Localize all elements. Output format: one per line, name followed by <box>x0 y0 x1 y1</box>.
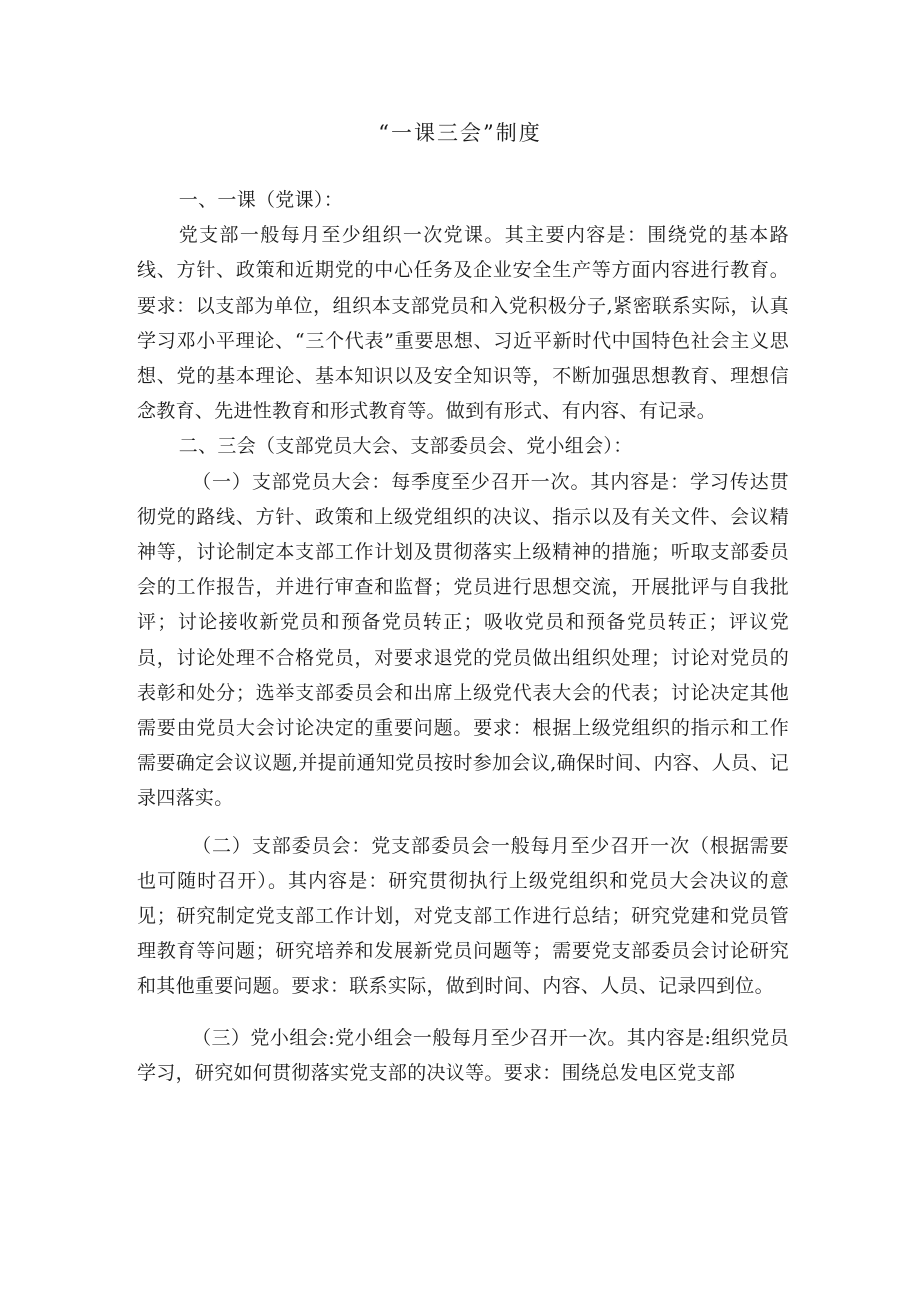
section-2-item-1: （一）支部党员大会：每季度至少召开一次。其内容是：学习传达贯彻党的路线、方针、政策和上级党组织的决议、指示以及有关文件、会议精神等，讨论制定本支部工作计划及贯彻落实上级精神的措施；听取支部委员会的工作报告，并进行审查和监督；党员进行思想交流，开展批评与自我批评；讨论接收新党员和预备党员转正；吸收党员和预备党员转正；评议党员，讨论处理不合格党员，对要求退党的党员做出组织处理；讨论对党员的表彰和处分；选举支部委员会和出席上级党代表大会的代表；讨论决定其他需要由党员大会讨论决定的重要问题。要求：根据上级党组织的指示和工作需要确定会议议题,并提前通知党员按时参加会议,确保时间、内容、人员、记录四落实。 <box>137 470 789 810</box>
section-1-heading: 一、一课（党课）： <box>178 189 343 211</box>
document-body <box>137 183 789 1091</box>
page-title: “一课三会”制度 <box>378 121 542 145</box>
section-2-heading: 二、三会（支部党员大会、支部委员会、党小组会）： <box>178 435 633 458</box>
section-1-paragraph: 党支部一般每月至少组织一次党课。其主要内容是：围绕党的基本路线、方针、政策和近期党的中心任务及企业安全生产等方面内容进行教育。要求：以支部为单位，组织本支部党员和入党积极分子,紧密联系实际，认真学习邓小平理论、“三个代表”重要思想、习近平新时代中国特色社会主义思想、党的基本理论、基本知识以及安全知识等，不断加强思想教育、理想信念教育、先进性教育和形式教育等。做到有形式、有内容、有记录。 <box>137 224 789 423</box>
section-2-item-2: （二）支部委员会：党支部委员会一般每月至少召开一次（根据需要也可随时召开）。其内容是：研究贯彻执行上级党组织和党员大会决议的意见；研究制定党支部工作计划，对党支部工作进行总结；研究党建和党员管理教育等问题；研究培养和发展新党员问题等；需要党支部委员会讨论研究和其他重要问题。要求：联系实际，做到时间、内容、人员、记录四到位。 <box>137 834 789 998</box>
section-2-item-3: （三）党小组会:党小组会一般每月至少召开一次。其内容是:组织党员学习，研究如何贯彻落实党支部的决议等。要求：围绕总发电区党支部 <box>137 1026 789 1084</box>
